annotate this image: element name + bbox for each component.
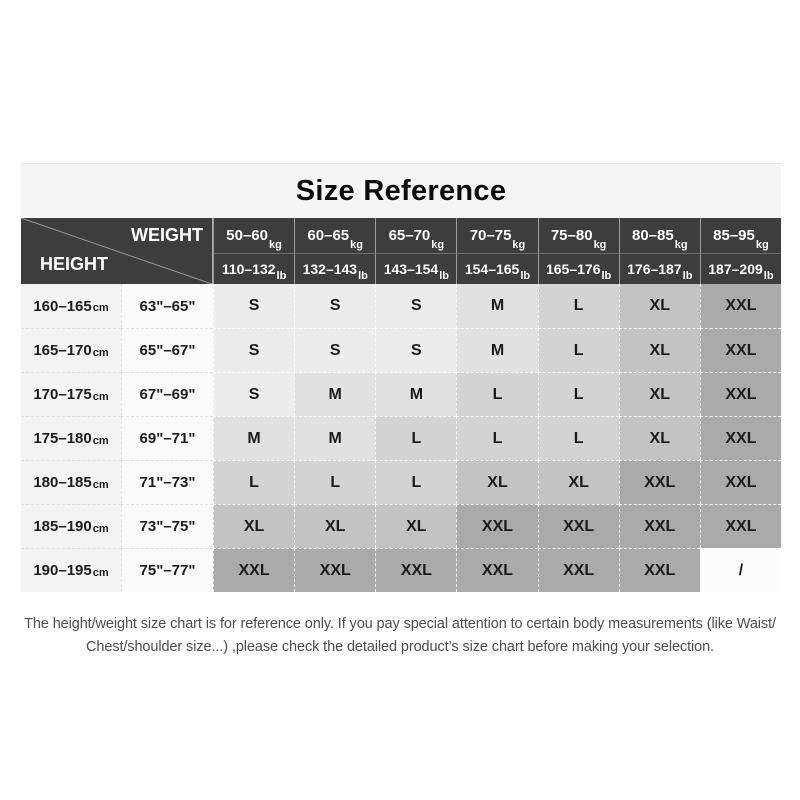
size-cell: L: [213, 460, 294, 504]
size-cell: L: [294, 460, 375, 504]
size-table: [21, 218, 781, 592]
height-inch-cell: 67"–69": [121, 372, 213, 416]
size-cell: M: [375, 372, 456, 416]
size-cell: XL: [619, 416, 700, 460]
size-chart-panel: [21, 163, 781, 592]
size-cell: L: [538, 328, 619, 372]
size-cell: XL: [375, 504, 456, 548]
height-axis-label: HEIGHT: [40, 254, 109, 274]
weight-kg-header: 60–65 kg: [294, 218, 375, 253]
height-inch-cell: 75"–77": [121, 548, 213, 592]
size-cell: XXL: [619, 504, 700, 548]
size-cell: XL: [538, 460, 619, 504]
weight-kg-header: 50–60 kg: [213, 218, 294, 253]
size-cell: XXL: [375, 548, 456, 592]
height-cm-cell: 160–165 cm: [21, 284, 121, 328]
size-cell: S: [375, 328, 456, 372]
height-inch-cell: 69"–71": [121, 416, 213, 460]
size-cell: S: [294, 284, 375, 328]
weight-axis-label: WEIGHT: [131, 225, 203, 245]
size-cell: S: [375, 284, 456, 328]
size-cell: XXL: [700, 328, 781, 372]
height-cm-cell: 190–195 cm: [21, 548, 121, 592]
page-title: Size Reference: [21, 163, 781, 218]
footnote-line-1: The height/weight size chart is for reference only. If you pay special attention to certain body measurements (like Waist/: [24, 616, 776, 632]
weight-kg-header: 85–95 kg: [700, 218, 781, 253]
size-cell: L: [538, 416, 619, 460]
weight-kg-header: 65–70 kg: [375, 218, 456, 253]
weight-kg-header: 75–80 kg: [538, 218, 619, 253]
size-cell: XXL: [294, 548, 375, 592]
height-cm-cell: 165–170 cm: [21, 328, 121, 372]
corner-header-cell: [21, 218, 213, 284]
size-cell: XL: [294, 504, 375, 548]
size-cell: M: [294, 372, 375, 416]
size-cell: XL: [619, 328, 700, 372]
size-cell: XL: [619, 284, 700, 328]
height-inch-cell: 73"–75": [121, 504, 213, 548]
size-cell: XL: [619, 372, 700, 416]
size-cell: XXL: [619, 460, 700, 504]
size-cell: XXL: [700, 284, 781, 328]
size-cell: L: [375, 460, 456, 504]
size-cell: L: [456, 372, 537, 416]
size-cell: XXL: [700, 372, 781, 416]
size-cell: S: [213, 284, 294, 328]
size-cell: L: [538, 284, 619, 328]
weight-lb-header: 154–165 lb: [456, 253, 537, 284]
weight-lb-header: 143–154 lb: [375, 253, 456, 284]
weight-lb-header: 132–143 lb: [294, 253, 375, 284]
size-cell: M: [294, 416, 375, 460]
height-cm-cell: 180–185 cm: [21, 460, 121, 504]
height-cm-cell: 175–180 cm: [21, 416, 121, 460]
size-cell: XXL: [619, 548, 700, 592]
footnote: [0, 613, 800, 659]
size-cell: XXL: [700, 460, 781, 504]
height-cm-cell: 185–190 cm: [21, 504, 121, 548]
size-cell: XXL: [456, 504, 537, 548]
size-cell: XXL: [213, 548, 294, 592]
size-cell: /: [700, 548, 781, 592]
size-cell: XXL: [700, 504, 781, 548]
size-cell: XXL: [456, 548, 537, 592]
size-cell: XXL: [538, 504, 619, 548]
size-cell: S: [213, 328, 294, 372]
size-cell: L: [456, 416, 537, 460]
height-cm-cell: 170–175 cm: [21, 372, 121, 416]
weight-lb-header: 165–176 lb: [538, 253, 619, 284]
size-cell: XL: [213, 504, 294, 548]
height-inch-cell: 65"–67": [121, 328, 213, 372]
height-inch-cell: 71"–73": [121, 460, 213, 504]
size-cell: M: [456, 328, 537, 372]
size-cell: XXL: [538, 548, 619, 592]
size-cell: M: [456, 284, 537, 328]
size-cell: XXL: [700, 416, 781, 460]
size-cell: S: [213, 372, 294, 416]
weight-lb-header: 110–132 lb: [213, 253, 294, 284]
weight-lb-header: 176–187 lb: [619, 253, 700, 284]
weight-kg-header: 70–75 kg: [456, 218, 537, 253]
size-cell: M: [213, 416, 294, 460]
size-cell: L: [538, 372, 619, 416]
size-cell: S: [294, 328, 375, 372]
height-inch-cell: 63"–65": [121, 284, 213, 328]
size-cell: L: [375, 416, 456, 460]
weight-kg-header: 80–85 kg: [619, 218, 700, 253]
footnote-line-2: Chest/shoulder size...) ,please check the detailed product’s size chart before making your selection.: [86, 639, 714, 655]
weight-lb-header: 187–209 lb: [700, 253, 781, 284]
size-cell: XL: [456, 460, 537, 504]
